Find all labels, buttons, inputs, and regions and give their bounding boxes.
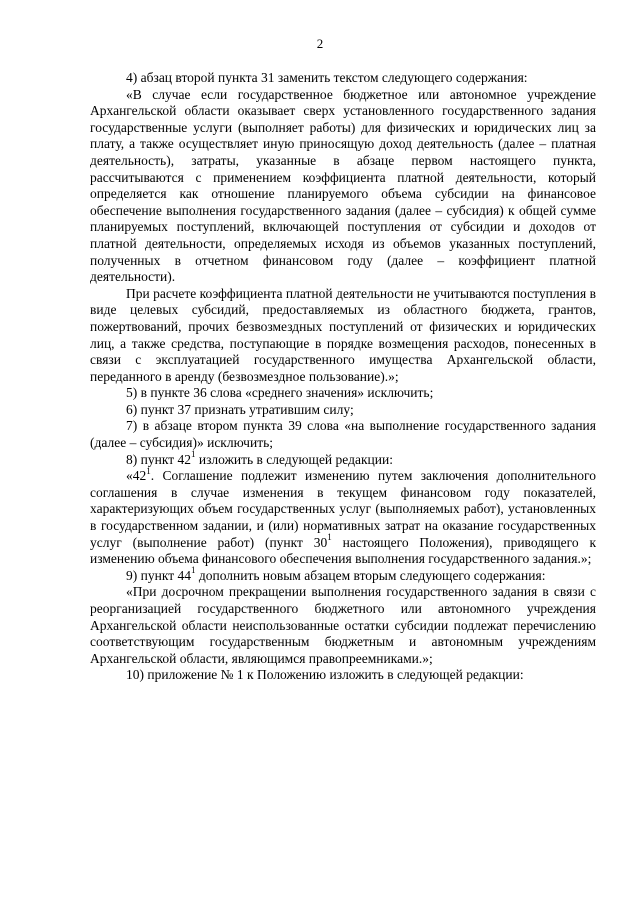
paragraph-item-5: 5) в пункте 36 слова «среднего значения» исключить; xyxy=(126,385,434,401)
document-body xyxy=(90,70,596,684)
paragraph-paid-activity-coefficient: «В случае если государственное бюджетное или автономное учреждение Архангельской области оказывает сверх установленного государственного задания государственные услуги (выполняет работы) для физических и юридических лиц за плату, а также осуществляет иную приносящую доход деятельность (далее – платная деятельность), затраты, указанные в абзаце первом настоящего пункта, рассчитываются с применением коэффициента платной деятельности, который определяется как отношение планируемого объема субсидии на финансовое обеспечение выполнения государственного задания (далее – субсидия) к общей сумме планируемых поступлений, включающей поступления от субсидии и доходов от платной деятельности, определяемых исходя из объемов указанных поступлений, полученных в отчетном финансовом году (далее – коэффициент платной деятельности). xyxy=(90,86,596,285)
paragraph-item-6: 6) пункт 37 признать утратившим силу; xyxy=(126,401,354,417)
paragraph-agreement-pre: «42 xyxy=(126,468,147,484)
superscript: 1 xyxy=(327,532,332,543)
paragraph-item-9 xyxy=(90,565,596,585)
paragraph-coefficient-exclusions: При расчете коэффициента платной деятельности не учитываются поступления в виде целевых субсидий, предоставляемых из областного бюджета, грантов, пожертвований, прочих безвозмездных поступлений от физических и юридических лиц, а также средства, поступающие в порядке возмещения расходов, понесенных в связи с эксплуатацией государственного имущества Архангельской области, переданного в аренду (безвозмездное пользование).»; xyxy=(90,285,596,384)
paragraph-early-termination: «При досрочном прекращении выполнения государственного задания в связи с реорганизацией государственного бюджетного или автономного учреждения Архангельской области неиспользованные остатки субсидии подлежат перечислению соответствующим государственным бюджетным и автономным учреждениям Архангельской области, являющимся правопреемниками.»; xyxy=(90,584,596,666)
paragraph-agreement-post: настоящего Положения), приводящего к изменению объема финансового обеспечения выполнения государственного задания.»; xyxy=(90,534,597,567)
paragraph-item-7: 7) в абзаце втором пункта 39 слова «на выполнение государственного задания (далее – субсидия)» исключить; xyxy=(90,418,596,451)
paragraph-item-9-post: дополнить новым абзацем вторым следующего содержания: xyxy=(195,567,546,583)
paragraph-item-8 xyxy=(90,449,596,469)
paragraph-agreement-change xyxy=(90,465,597,568)
paragraph-agreement-mid: . Соглашение подлежит изменению путем заключения дополнительного соглашения в случае изменения в текущем финансовом году показателей, характеризующих объем государственных услуг (выполняемых работ), установленных в государственном задании, и (или) нормативных затрат на оказание государственных услуг (выполнение работ) (пункт 30 xyxy=(90,468,596,550)
superscript: 1 xyxy=(190,449,196,460)
paragraph-item-9-pre: 9) пункт 44 xyxy=(126,567,191,583)
superscript: 1 xyxy=(146,465,151,476)
paragraph-item-10: 10) приложение № 1 к Положению изложить в следующей редакции: xyxy=(126,667,524,683)
paragraph-item-8-post: изложить в следующей редакции: xyxy=(195,451,393,467)
page-number: 2 xyxy=(316,36,324,51)
superscript: 1 xyxy=(190,565,196,576)
paragraph-item-4: 4) абзац второй пункта 31 заменить текстом следующего содержания: xyxy=(126,70,528,85)
paragraph-item-8-pre: 8) пункт 42 xyxy=(126,451,191,467)
